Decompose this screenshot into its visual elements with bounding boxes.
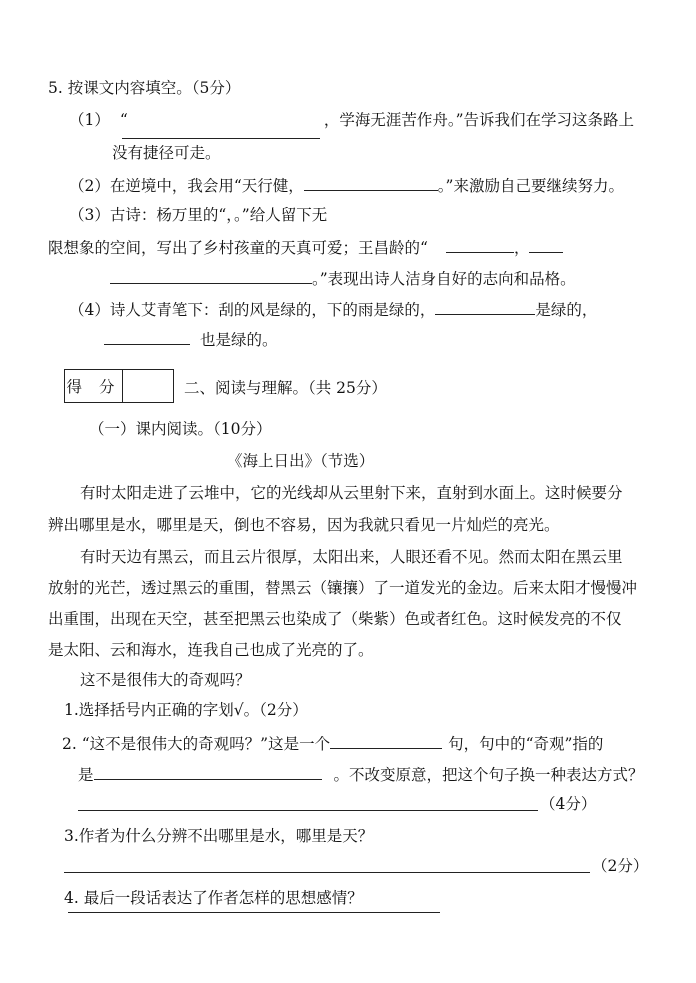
q5-item3-text-post: 。”表现出诗人洁身自好的志向和品格。	[312, 270, 576, 288]
q5-item1-text: ，学海无涯苦作舟。”告诉我们在学习这条路上	[323, 111, 634, 129]
question-3: 3.作者为什么分辨不出哪里是水，哪里是天？	[64, 827, 374, 845]
question-2-text-pre: 2. “这不是很伟大的奇观吗？”这是一个	[62, 735, 331, 753]
q5-item3-line2	[48, 236, 563, 258]
section2-title: 二、阅读与理解。（共 25分）	[184, 379, 387, 397]
passage-para2-line2: 放射的光芒，透过黑云的重围，替黑云（镶攘）了一道发光的金边。后来太阳才慢慢冲	[48, 579, 638, 597]
question-2-blank-b[interactable]	[94, 763, 322, 780]
q5-item1-line1	[69, 110, 634, 130]
question-1: 1.选择括号内正确的字划√。（2分）	[64, 701, 308, 719]
passage-para3: 这不是很伟大的奇观吗？	[80, 671, 251, 689]
question-4: 4. 最后一段话表达了作者怎样的思想感情？	[64, 889, 363, 907]
q5-item1-blank[interactable]	[122, 138, 320, 139]
section2-subtitle: （一）课内阅读。（10分）	[89, 420, 272, 438]
question-2-text-mid: 句，句中的“奇观”指的	[448, 735, 604, 753]
q5-item3-line1: （3）古诗：杨万里的“，。”给人留下无	[69, 206, 328, 224]
passage-title: 《海上日出》（节选）	[227, 452, 375, 470]
q5-item3-blank-b[interactable]	[529, 236, 563, 253]
passage-para2-line3: 出重围，出现在天空，甚至把黑云也染成了（柴紫）色或者红色。这时候发亮的不仅	[48, 610, 622, 628]
q5-item1-number: （1）	[69, 111, 110, 129]
q5-item4-line2	[104, 328, 278, 350]
score-box-label: 得 分	[65, 370, 123, 402]
question-3-answer-line[interactable]	[64, 872, 590, 873]
question-2-blank-a[interactable]	[330, 732, 442, 749]
passage-para2-line4: 是太阳、云和海水，连我自己也成了光亮的了。	[48, 641, 374, 659]
q5-title: 5. 按课文内容填空。（5分）	[48, 79, 241, 97]
score-box-field[interactable]	[123, 370, 173, 402]
q5-item3-comma: ，	[513, 239, 530, 257]
q5-item2	[69, 174, 624, 196]
passage-para2-line1: 有时天边有黑云，而且云片很厚，太阳出来，人眼还看不见。然而太阳在黑云里	[80, 548, 623, 566]
q5-item3-blank-c[interactable]	[110, 267, 312, 284]
question-3-score: （2分）	[592, 857, 649, 875]
question-2-line1	[62, 732, 603, 754]
question-2-answer-line[interactable]	[78, 810, 538, 811]
q5-item3-blank-a[interactable]	[446, 236, 514, 253]
question-2-text-post: 。不改变原意，把这个句子换一种表达方式？	[333, 766, 644, 784]
q5-item4-blank-a[interactable]	[435, 298, 535, 315]
q5-item4-text-pre: （4）诗人艾青笔下：刮的风是绿的，下的雨是绿的，	[69, 301, 436, 319]
q5-item4-line1	[69, 298, 597, 320]
q5-item2-text-post: 。”来激励自己要继续努力。	[437, 177, 624, 195]
score-box	[64, 369, 174, 403]
passage-para1-line1: 有时太阳走进了云堆中，它的光线却从云里射下来，直射到水面上。这时候要分	[80, 484, 623, 502]
q5-item2-text-pre: （2）在逆境中，我会用“天行健，	[69, 177, 304, 195]
question-4-answer-line[interactable]	[68, 912, 440, 913]
q5-item3-text: 限想象的空间，写出了乡村孩童的天真可爱；王昌龄的“	[48, 239, 428, 257]
passage-para1-line2: 辨出哪里是水，哪里是天，倒也不容易，因为我就只看见一片灿烂的亮光。	[48, 516, 560, 534]
q5-item3-line3	[110, 267, 576, 289]
question-2-score: （4分）	[540, 795, 597, 813]
q5-item4-text-end: 也是绿的。	[200, 331, 278, 349]
q5-item1-line2: 没有捷径可走。	[112, 144, 221, 162]
q5-item4-text-mid: 是绿的，	[535, 301, 598, 319]
q5-item4-blank-b[interactable]	[104, 328, 190, 345]
question-2-line2	[78, 763, 644, 785]
question-2-text-is: 是	[78, 766, 94, 784]
q5-item1-open-quote: “	[119, 111, 128, 129]
q5-item2-blank[interactable]	[304, 174, 438, 191]
